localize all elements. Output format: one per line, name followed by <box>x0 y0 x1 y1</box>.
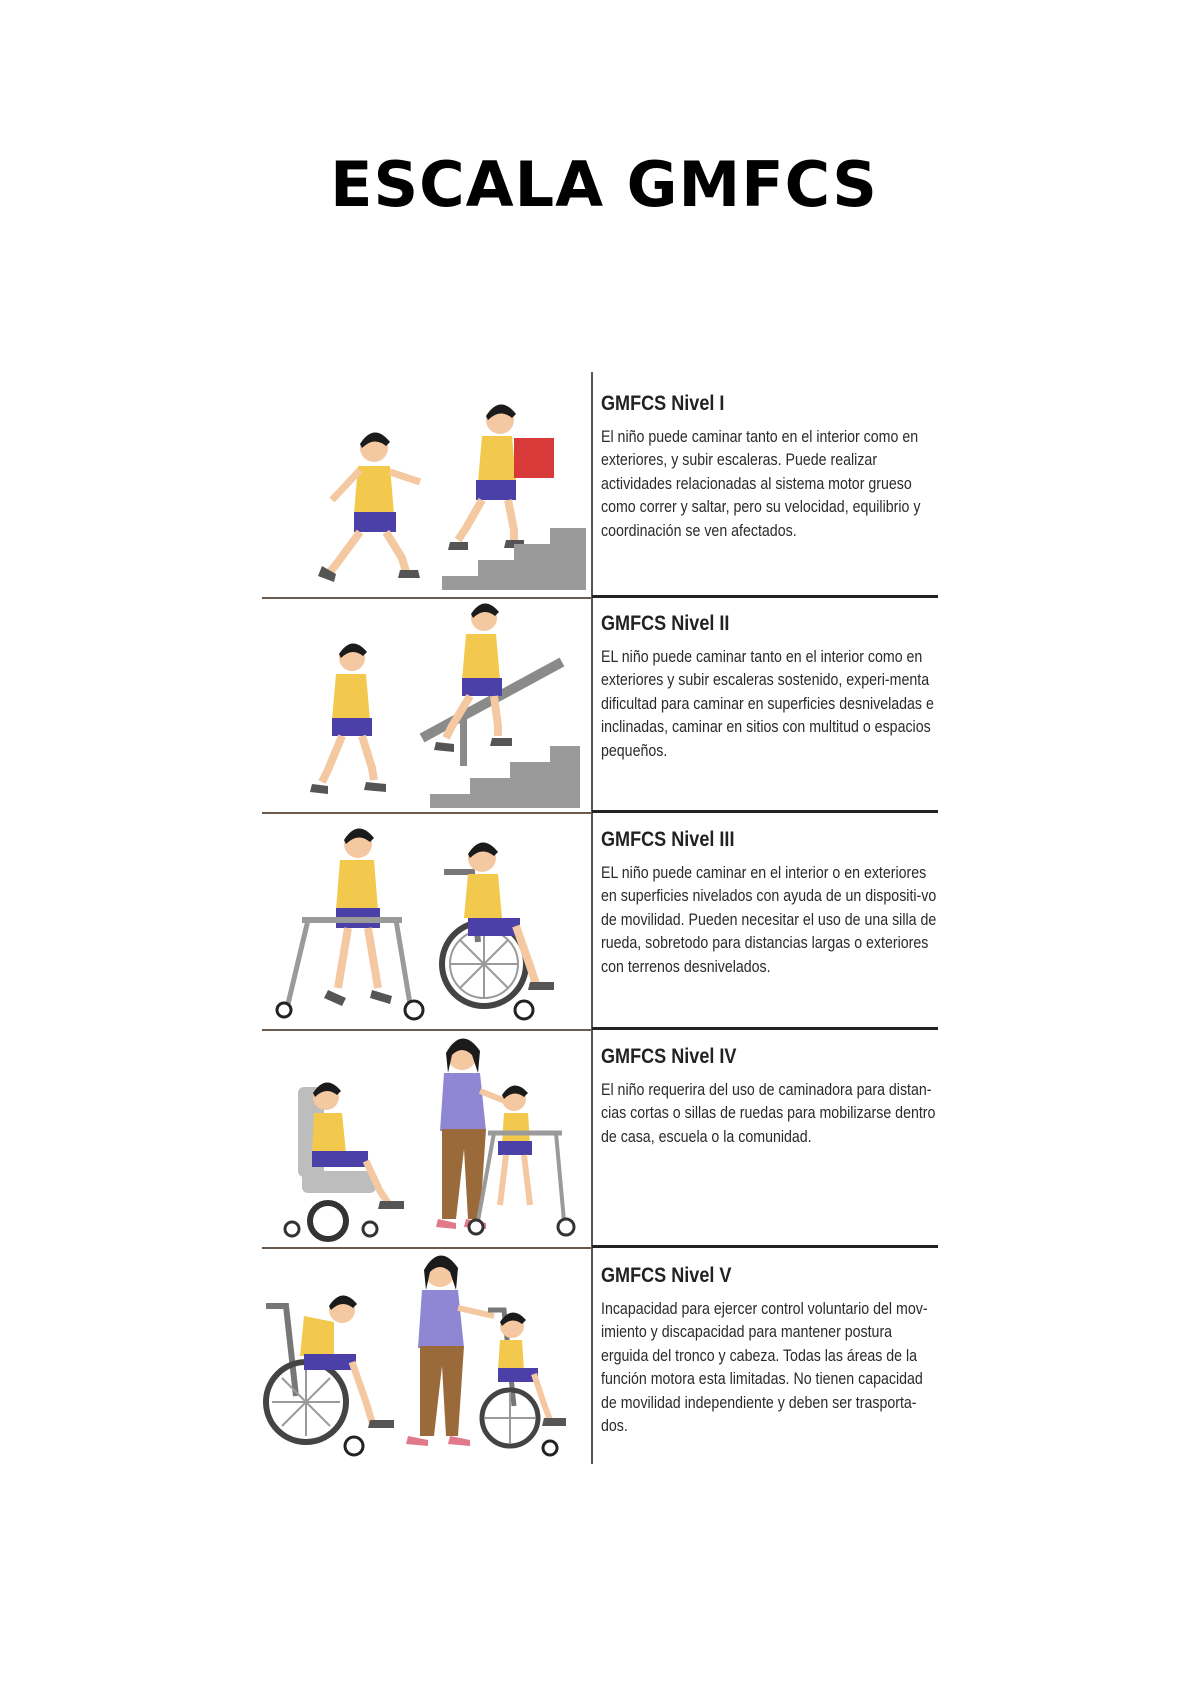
level-description: EL niño puede caminar en el interior o en exteriores en superficies nivelados con ayuda de un dispositi-vo de movilidad. Pueden necesitar el uso de una silla de rueda, sobretodo para distancias largas o exteriores con terrenos desnivelados. <box>601 864 937 976</box>
power-chair-and-assisted-walker-illustration <box>262 1031 590 1247</box>
level-description: El niño requerira del uso de caminadora para distan-cias cortas o sillas de ruedas para mobilizarse dentro de casa, escuela o la comunidad. <box>601 1081 936 1146</box>
level-row-3 <box>0 814 1200 1030</box>
level-4-illustration <box>262 1031 590 1247</box>
level-description: El niño puede caminar tanto en el interior como en exteriores, y subir escaleras. Puede realizar actividades relacionadas al sistema motor grueso como correr y saltar, pero su velocidad, equilibrio y coordinación se ven afectados. <box>601 428 921 540</box>
transported-in-wheelchair-illustration <box>262 1250 590 1466</box>
walking-and-stairs-with-rail-illustration <box>262 598 590 814</box>
level-row-4 <box>0 1031 1200 1247</box>
level-title: GMFCS Nivel III <box>601 828 735 851</box>
level-title: GMFCS Nivel II <box>601 612 730 635</box>
level-1-illustration <box>262 378 590 594</box>
running-and-climbing-child-illustration <box>262 378 590 594</box>
level-row-1 <box>0 378 1200 594</box>
level-row-2 <box>0 598 1200 814</box>
level-row-5 <box>0 1250 1200 1466</box>
level-title: GMFCS Nivel IV <box>601 1045 737 1068</box>
level-description: Incapacidad para ejercer control voluntario del mov-imiento y discapacidad para mantener postura erguida del tronco y cabeza. Todas las áreas de la función motora esta limitadas. No tienen capacidad de movilidad independiente y deben ser trasporta-dos. <box>601 1300 928 1436</box>
level-title: GMFCS Nivel I <box>601 392 725 415</box>
level-3-illustration <box>262 814 590 1030</box>
level-5-illustration <box>262 1250 590 1466</box>
page-title: ESCALA GMFCS <box>330 148 878 221</box>
level-2-illustration <box>262 598 590 814</box>
row-separator <box>262 1247 592 1249</box>
walker-and-wheelchair-illustration <box>262 814 590 1030</box>
level-description: EL niño puede caminar tanto en el interior como en exteriores y subir escaleras sostenido, experi-menta dificultad para caminar en superficies desniveladas e inclinadas, caminar en sitios con multitud o espacios pequeños. <box>601 648 934 760</box>
level-title: GMFCS Nivel V <box>601 1264 732 1287</box>
